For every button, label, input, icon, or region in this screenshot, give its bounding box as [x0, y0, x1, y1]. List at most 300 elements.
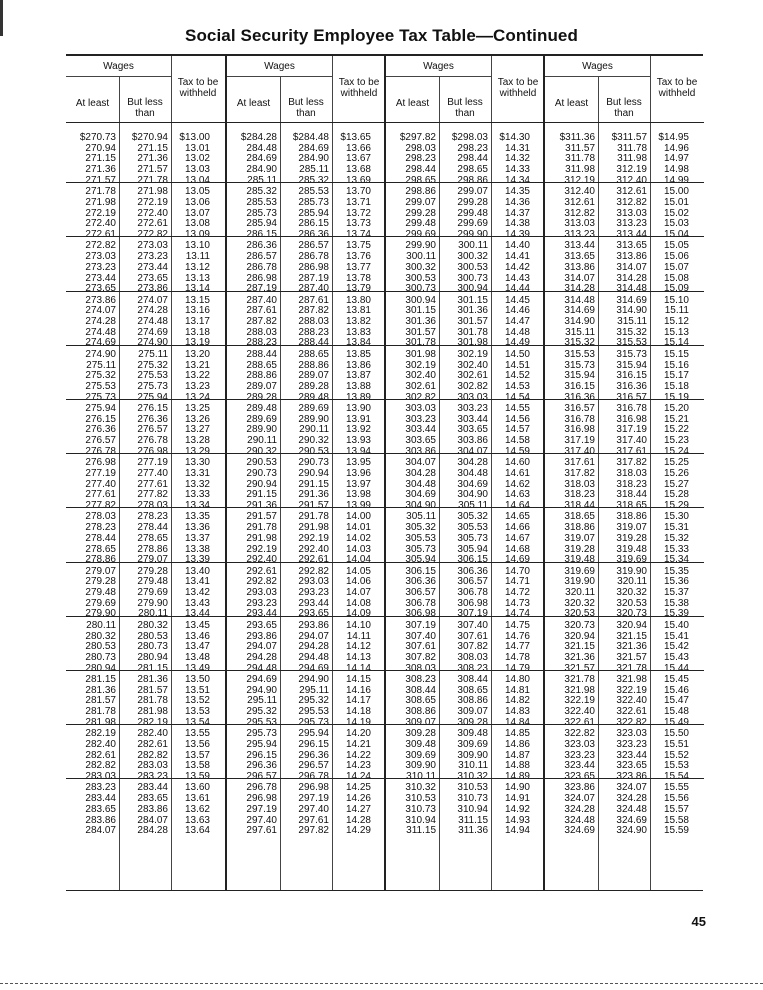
cell-but-less-than: 279.69 — [137, 587, 168, 598]
cell-tax-withheld: 13.02 — [184, 153, 210, 165]
table-row — [386, 598, 545, 609]
cell-but-less-than: 281.98 — [137, 706, 168, 718]
cell-but-less-than: 274.69 — [137, 326, 168, 338]
cell-tax-withheld: 13.78 — [345, 272, 371, 284]
cell-at-least: 301.36 — [405, 316, 436, 327]
cell-at-least: 275.94 — [85, 403, 116, 414]
table-row — [227, 641, 386, 652]
cell-but-less-than: 299.07 — [457, 186, 488, 198]
cell-but-less-than: 296.57 — [298, 760, 329, 772]
cell-but-less-than: 304.90 — [457, 489, 488, 501]
cell-but-less-than: 316.36 — [616, 380, 647, 392]
cell-at-least: 297.40 — [246, 814, 277, 826]
cell-at-least: 272.61 — [85, 229, 116, 240]
table-row — [545, 262, 704, 273]
cell-but-less-than: 297.82 — [298, 825, 329, 837]
cell-at-least: 282.19 — [85, 728, 116, 740]
cell-at-least: 305.73 — [405, 543, 436, 555]
cell-but-less-than: 320.32 — [616, 587, 647, 598]
cell-at-least: 315.53 — [564, 348, 595, 360]
cell-at-least: 288.65 — [246, 359, 277, 371]
cell-at-least: 281.36 — [85, 684, 116, 696]
cell-at-least: 322.61 — [564, 716, 595, 728]
cell-tax-withheld: 13.70 — [345, 186, 371, 198]
cell-but-less-than: 296.98 — [298, 782, 329, 794]
cell-at-least: 292.82 — [246, 576, 277, 588]
cell-tax-withheld: $13.65 — [340, 132, 371, 143]
cell-at-least: 283.23 — [85, 782, 116, 794]
cell-but-less-than: 310.94 — [457, 803, 488, 815]
cell-but-less-than: 316.78 — [616, 403, 647, 414]
cell-tax-withheld: 13.38 — [184, 543, 210, 555]
table-row — [386, 446, 545, 457]
cell-at-least: 309.07 — [405, 716, 436, 728]
cell-but-less-than: 294.28 — [298, 641, 329, 653]
cell-at-least: 323.86 — [564, 782, 595, 794]
cell-at-least: 282.82 — [85, 760, 116, 772]
table-row — [386, 674, 545, 685]
table-row — [227, 446, 386, 457]
cell-at-least: 273.65 — [85, 283, 116, 295]
cell-tax-withheld: 13.51 — [184, 684, 210, 696]
cell-but-less-than: 316.57 — [616, 391, 647, 403]
cell-tax-withheld: 13.11 — [185, 251, 210, 263]
table-row — [227, 208, 386, 219]
table-row — [66, 251, 225, 262]
cell-tax-withheld: 15.34 — [663, 554, 689, 566]
but-less-than-header-line1: But less — [606, 97, 642, 108]
cell-tax-withheld: 13.80 — [345, 294, 371, 306]
cell-tax-withheld: 15.43 — [663, 651, 689, 663]
cell-tax-withheld: 13.05 — [184, 186, 210, 198]
cell-at-least: 308.86 — [405, 706, 436, 718]
cell-at-least: 293.03 — [246, 587, 277, 598]
cell-tax-withheld: 13.25 — [184, 403, 210, 414]
cell-tax-withheld: 13.67 — [345, 153, 371, 165]
table-row — [545, 316, 704, 327]
cell-at-least: 289.28 — [246, 391, 277, 403]
block-separator — [66, 291, 225, 292]
cell-but-less-than: 304.28 — [457, 457, 488, 469]
cell-but-less-than: 280.53 — [137, 630, 168, 642]
block-separator — [227, 562, 386, 563]
cell-at-least: 320.94 — [564, 630, 595, 642]
cell-tax-withheld: 13.39 — [184, 554, 210, 566]
cell-at-least: 274.28 — [85, 316, 116, 327]
cell-but-less-than: 299.28 — [457, 196, 488, 208]
table-row — [545, 717, 704, 728]
cell-tax-withheld: 14.10 — [345, 619, 371, 631]
cell-but-less-than: 312.40 — [616, 174, 647, 186]
table-row — [66, 305, 225, 316]
cell-at-least: 271.98 — [85, 196, 116, 208]
cell-but-less-than: 299.90 — [457, 229, 488, 240]
cell-tax-withheld: 15.57 — [663, 803, 689, 815]
cell-at-least: 279.28 — [85, 576, 116, 588]
cell-at-least: 283.86 — [85, 814, 116, 826]
cell-but-less-than: 281.36 — [137, 674, 168, 685]
block-separator — [386, 345, 545, 346]
table-row — [545, 414, 704, 425]
cell-but-less-than: 292.82 — [298, 565, 329, 577]
cell-at-least: 292.40 — [246, 554, 277, 566]
cell-at-least: 271.57 — [85, 174, 116, 186]
cell-at-least: 300.94 — [405, 294, 436, 306]
table-row — [545, 479, 704, 490]
cell-but-less-than: 291.98 — [298, 522, 329, 534]
cell-at-least: 308.44 — [405, 684, 436, 696]
footer-rule — [0, 983, 763, 984]
cell-but-less-than: 272.61 — [137, 218, 168, 230]
cell-at-least: 296.57 — [246, 771, 277, 782]
cell-but-less-than: 285.94 — [298, 207, 329, 219]
cell-but-less-than: 306.98 — [457, 597, 488, 609]
cell-tax-withheld: 14.70 — [504, 565, 530, 577]
table-row — [227, 793, 386, 804]
cell-at-least: 292.19 — [246, 543, 277, 555]
cell-but-less-than: 279.28 — [137, 565, 168, 577]
cell-but-less-than: 298.23 — [457, 142, 488, 154]
table-row — [386, 337, 545, 348]
cell-at-least: 295.94 — [246, 738, 277, 750]
cell-tax-withheld: 15.09 — [663, 283, 689, 295]
table-row — [66, 620, 225, 631]
table-row — [227, 197, 386, 208]
cell-tax-withheld: 13.01 — [184, 142, 210, 154]
table-row — [66, 229, 225, 240]
table-row — [227, 316, 386, 327]
cell-tax-withheld: 13.43 — [184, 597, 210, 609]
cell-at-least: 310.73 — [405, 803, 436, 815]
table-row — [545, 295, 704, 306]
cell-at-least: 273.44 — [85, 272, 116, 284]
cell-tax-withheld: 14.71 — [504, 576, 530, 588]
cell-tax-withheld: 13.75 — [345, 240, 371, 252]
block-separator — [386, 724, 545, 725]
cell-at-least: 303.65 — [405, 435, 436, 447]
table-row — [545, 186, 704, 197]
cell-at-least: 291.36 — [246, 500, 277, 511]
table-row — [227, 544, 386, 555]
table-row — [66, 446, 225, 457]
cell-tax-withheld: 15.52 — [663, 749, 689, 761]
cell-but-less-than: 285.73 — [298, 196, 329, 208]
table-row — [227, 403, 386, 414]
cell-tax-withheld: 13.17 — [184, 316, 210, 327]
cell-tax-withheld: 13.14 — [184, 283, 210, 295]
cell-tax-withheld: 13.19 — [184, 337, 210, 349]
table-row — [386, 739, 545, 750]
cell-tax-withheld: 14.11 — [346, 630, 371, 642]
cell-but-less-than: 310.73 — [457, 793, 488, 805]
block-separator — [545, 399, 704, 400]
cell-but-less-than: 279.07 — [137, 554, 168, 566]
table-row — [66, 522, 225, 533]
table-row — [227, 414, 386, 425]
table-row — [227, 674, 386, 685]
cell-at-least: 288.03 — [246, 326, 277, 338]
cell-at-least: 279.69 — [85, 597, 116, 609]
cell-at-least: 301.57 — [405, 326, 436, 338]
cell-but-less-than: 279.90 — [137, 597, 168, 609]
cell-but-less-than: 293.23 — [298, 587, 329, 598]
cell-tax-withheld: 14.14 — [345, 662, 371, 674]
cell-tax-withheld: 15.50 — [663, 728, 689, 740]
cell-at-least: 299.90 — [405, 240, 436, 252]
cell-but-less-than: 318.65 — [616, 500, 647, 511]
cell-at-least: 270.94 — [85, 142, 116, 154]
cell-at-least: 319.69 — [564, 565, 595, 577]
cell-but-less-than: 301.78 — [457, 326, 488, 338]
table-row — [386, 695, 545, 706]
table-row — [227, 608, 386, 619]
table-row — [66, 652, 225, 663]
table-row — [66, 403, 225, 414]
cell-at-least: 307.82 — [405, 651, 436, 663]
block-separator — [227, 236, 386, 237]
cell-but-less-than: 305.94 — [457, 543, 488, 555]
cell-but-less-than: 322.61 — [616, 706, 647, 718]
cell-but-less-than: 283.44 — [137, 782, 168, 794]
cell-at-least: 318.44 — [564, 500, 595, 511]
cell-tax-withheld: 15.08 — [663, 272, 689, 284]
cell-at-least: 280.32 — [85, 630, 116, 642]
cell-but-less-than: 297.40 — [298, 803, 329, 815]
tax-withheld-header — [332, 77, 386, 99]
cell-but-less-than: 301.98 — [457, 337, 488, 349]
table-row — [66, 511, 225, 522]
cell-tax-withheld: 14.55 — [504, 403, 530, 414]
cell-tax-withheld: 14.72 — [504, 587, 530, 598]
cell-at-least: 311.98 — [565, 164, 595, 176]
cell-tax-withheld: 13.76 — [345, 251, 371, 263]
cell-tax-withheld: 14.74 — [504, 608, 530, 620]
cell-tax-withheld: 13.60 — [184, 782, 210, 794]
cell-at-least: 285.94 — [246, 218, 277, 230]
cell-tax-withheld: 14.20 — [345, 728, 371, 740]
cell-but-less-than: 285.53 — [298, 186, 329, 198]
cell-tax-withheld: 14.09 — [345, 608, 371, 620]
cell-but-less-than: 282.82 — [137, 749, 168, 761]
table-section-1 — [66, 56, 225, 890]
cell-tax-withheld: 13.61 — [184, 793, 210, 805]
cell-but-less-than: 302.82 — [457, 380, 488, 392]
cell-at-least: 288.44 — [246, 348, 277, 360]
cell-tax-withheld: 15.53 — [663, 760, 689, 772]
table-row — [386, 370, 545, 381]
cell-but-less-than: 286.36 — [298, 229, 329, 240]
table-row — [545, 392, 704, 403]
table-row — [386, 218, 545, 229]
cell-tax-withheld: 15.37 — [663, 587, 689, 598]
cell-at-least: 281.98 — [85, 716, 116, 728]
cell-tax-withheld: 14.43 — [504, 272, 530, 284]
cell-but-less-than: 272.19 — [137, 196, 168, 208]
cell-but-less-than: 295.73 — [298, 716, 329, 728]
cell-tax-withheld: 15.30 — [663, 511, 689, 523]
cell-at-least: 313.65 — [564, 251, 595, 263]
cell-at-least: 321.78 — [564, 674, 595, 685]
cell-at-least: 321.98 — [564, 684, 595, 696]
cell-at-least: 316.98 — [564, 424, 595, 436]
cell-tax-withheld: 13.59 — [184, 771, 210, 782]
table-row — [386, 631, 545, 642]
cell-tax-withheld: 13.27 — [184, 424, 210, 436]
cell-tax-withheld: 15.27 — [663, 478, 689, 490]
cell-tax-withheld: 13.48 — [184, 651, 210, 663]
cell-tax-withheld: 13.12 — [184, 261, 210, 273]
cell-tax-withheld: 13.83 — [345, 326, 371, 338]
table-row — [545, 283, 704, 294]
cell-at-least: $270.73 — [79, 132, 116, 143]
cell-at-least: 303.86 — [405, 445, 436, 457]
cell-tax-withheld: 14.54 — [504, 391, 530, 403]
cell-tax-withheld: 13.73 — [345, 218, 371, 230]
cell-tax-withheld: 15.54 — [663, 771, 689, 782]
cell-but-less-than: 317.19 — [616, 424, 647, 436]
cell-but-less-than: 300.73 — [457, 272, 488, 284]
cell-but-less-than: 300.11 — [458, 240, 488, 252]
table-row — [545, 631, 704, 642]
cell-but-less-than: 320.94 — [616, 619, 647, 631]
cell-but-less-than: 286.98 — [298, 261, 329, 273]
cell-at-least: 277.19 — [85, 467, 116, 479]
cell-but-less-than: 294.07 — [298, 630, 329, 642]
table-row — [386, 544, 545, 555]
cell-but-less-than: 323.03 — [616, 728, 647, 740]
cell-at-least: 272.19 — [85, 207, 116, 219]
cell-at-least: 294.48 — [246, 662, 277, 674]
cell-at-least: 320.73 — [564, 619, 595, 631]
cell-but-less-than: 314.90 — [616, 305, 647, 317]
cell-at-least: 291.78 — [246, 522, 277, 534]
cell-at-least: 289.48 — [246, 403, 277, 414]
cell-tax-withheld: 13.42 — [184, 587, 210, 598]
table-row — [386, 815, 545, 826]
cell-at-least: 317.61 — [564, 457, 595, 469]
cell-at-least: 287.19 — [246, 283, 277, 295]
table-row — [227, 132, 386, 143]
table-row — [227, 381, 386, 392]
cell-tax-withheld: 13.16 — [184, 305, 210, 317]
cell-tax-withheld: 13.92 — [345, 424, 371, 436]
cell-at-least: 293.44 — [246, 608, 277, 620]
cell-tax-withheld: 13.21 — [184, 359, 210, 371]
table-row — [66, 554, 225, 565]
table-row — [386, 273, 545, 284]
header-bottom-rule — [386, 122, 545, 123]
cell-at-least: 275.32 — [85, 370, 116, 382]
cell-at-least: 273.23 — [85, 261, 116, 273]
cell-tax-withheld: 14.46 — [504, 305, 530, 317]
table-row — [545, 706, 704, 717]
table-row — [227, 815, 386, 826]
cell-but-less-than: 271.98 — [137, 186, 168, 198]
cell-but-less-than: 283.86 — [137, 803, 168, 815]
table-row — [227, 457, 386, 468]
table-row — [227, 804, 386, 815]
table-row — [227, 587, 386, 598]
cell-at-least: 323.44 — [564, 760, 595, 772]
table-row — [227, 229, 386, 240]
cell-at-least: 290.73 — [246, 467, 277, 479]
cell-but-less-than: 320.11 — [617, 576, 647, 588]
cell-tax-withheld: 15.16 — [663, 359, 689, 371]
cell-at-least: 317.19 — [564, 435, 595, 447]
table-row — [66, 750, 225, 761]
cell-but-less-than: 290.32 — [298, 435, 329, 447]
cell-tax-withheld: 14.28 — [345, 814, 371, 826]
cell-at-least: 322.40 — [564, 706, 595, 718]
table-row — [545, 143, 704, 154]
table-row — [386, 349, 545, 360]
cell-tax-withheld: 13.97 — [345, 478, 371, 490]
cell-at-least: 284.07 — [85, 825, 116, 837]
table-row — [227, 295, 386, 306]
cell-but-less-than: 308.86 — [457, 695, 488, 707]
cell-at-least: 287.40 — [246, 294, 277, 306]
cell-but-less-than: 322.40 — [616, 695, 647, 707]
cell-at-least: 286.98 — [246, 272, 277, 284]
cell-at-least: 298.03 — [405, 142, 436, 154]
table-row — [66, 360, 225, 371]
table-row — [386, 403, 545, 414]
cell-tax-withheld: 14.49 — [504, 337, 530, 349]
table-row — [66, 739, 225, 750]
cell-at-least: 288.23 — [246, 337, 277, 349]
cell-tax-withheld: 15.01 — [663, 196, 689, 208]
table-row — [66, 479, 225, 490]
cell-tax-withheld: 13.40 — [184, 565, 210, 577]
cell-but-less-than: 310.32 — [457, 771, 488, 782]
table-row — [545, 695, 704, 706]
cell-tax-withheld: 13.52 — [184, 695, 210, 707]
table-row — [66, 143, 225, 154]
cell-tax-withheld: 14.02 — [345, 532, 371, 544]
cell-tax-withheld: 13.28 — [184, 435, 210, 447]
cell-tax-withheld: 15.13 — [663, 326, 689, 338]
cell-but-less-than: 277.82 — [137, 489, 168, 501]
cell-but-less-than: 310.11 — [458, 760, 488, 772]
cell-but-less-than: 283.23 — [137, 771, 168, 782]
cell-but-less-than: 271.57 — [137, 164, 168, 176]
cell-at-least: 282.40 — [85, 738, 116, 750]
cell-tax-withheld: 15.28 — [663, 489, 689, 501]
cell-at-least: 280.53 — [85, 641, 116, 653]
cell-but-less-than: 305.73 — [457, 532, 488, 544]
table-row — [66, 175, 225, 186]
cell-but-less-than: 289.28 — [298, 380, 329, 392]
table-row — [66, 760, 225, 771]
cell-at-least: 321.57 — [564, 662, 595, 674]
table-row — [545, 587, 704, 598]
block-separator — [227, 291, 386, 292]
table-row — [545, 403, 704, 414]
cell-tax-withheld: 14.91 — [504, 793, 530, 805]
cell-at-least: 294.90 — [246, 684, 277, 696]
cell-but-less-than: 304.07 — [457, 445, 488, 457]
cell-tax-withheld: 14.76 — [504, 630, 530, 642]
table-row — [386, 641, 545, 652]
cell-tax-withheld: 13.30 — [184, 457, 210, 469]
cell-tax-withheld: 13.13 — [184, 272, 210, 284]
table-row — [386, 457, 545, 468]
cell-but-less-than: 283.65 — [137, 793, 168, 805]
table-row — [227, 760, 386, 771]
table-row — [66, 500, 225, 511]
cell-tax-withheld: 13.74 — [345, 229, 371, 240]
cell-tax-withheld: 15.04 — [663, 229, 689, 240]
